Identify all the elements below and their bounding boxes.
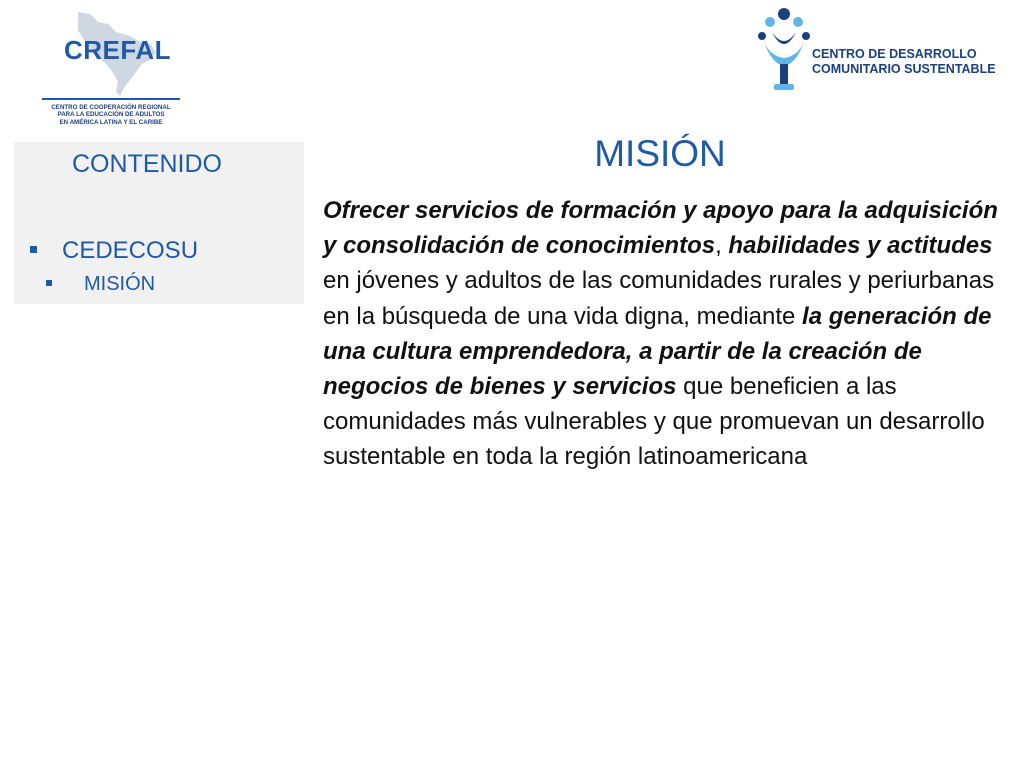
cdcs-wordmark-line: COMUNITARIO SUSTENTABLE	[812, 62, 996, 76]
community-people-icon	[758, 6, 810, 92]
mission-text-emphasis: la generación de una cultura emprendedora, a partir de la creación de negocios de bienes y servicios	[323, 302, 992, 401]
crefal-logo	[38, 8, 188, 134]
page-title: MISIÓN	[594, 133, 726, 174]
crefal-wordmark: CREFAL	[64, 35, 171, 65]
mission-text-emphasis: habilidades y actitudes	[728, 232, 993, 260]
cdcs-wordmark-line: CENTRO DE DESARROLLO	[812, 47, 977, 61]
cdcs-wordmark	[812, 47, 996, 77]
square-bullet-icon	[30, 246, 37, 253]
mission-text-run: que beneficien a las comunidades más vulnerables y que promuevan un desarrollo sustentable en toda la región latinoamericana	[323, 373, 985, 471]
crefal-tagline-line: CENTRO DE COOPERACIÓN REGIONAL	[51, 104, 171, 111]
cdcs-logo	[758, 6, 998, 92]
crefal-tagline	[38, 104, 184, 126]
mission-text-run: ,	[715, 232, 729, 260]
contents-item-label: CEDECOSU	[62, 237, 199, 264]
contents-item-label: MISIÓN	[84, 273, 156, 295]
square-bullet-icon	[46, 280, 52, 286]
contents-panel	[14, 142, 304, 304]
contents-title: CONTENIDO	[72, 150, 222, 178]
mission-text-run: en jóvenes y adultos de las comunidades rurales y periurbanas en la búsqueda de una vida digna, mediante	[323, 267, 995, 330]
mission-text-emphasis: Ofrecer servicios de formación y apoyo para la adquisición y consolidación de conocimientos	[323, 197, 998, 260]
crefal-divider	[42, 98, 180, 100]
mission-paragraph	[323, 193, 1003, 475]
crefal-tagline-line: PARA LA EDUCACIÓN DE ADULTOS	[57, 111, 165, 119]
crefal-tagline-line: EN AMÉRICA LATINA Y EL CARIBE	[59, 118, 163, 126]
